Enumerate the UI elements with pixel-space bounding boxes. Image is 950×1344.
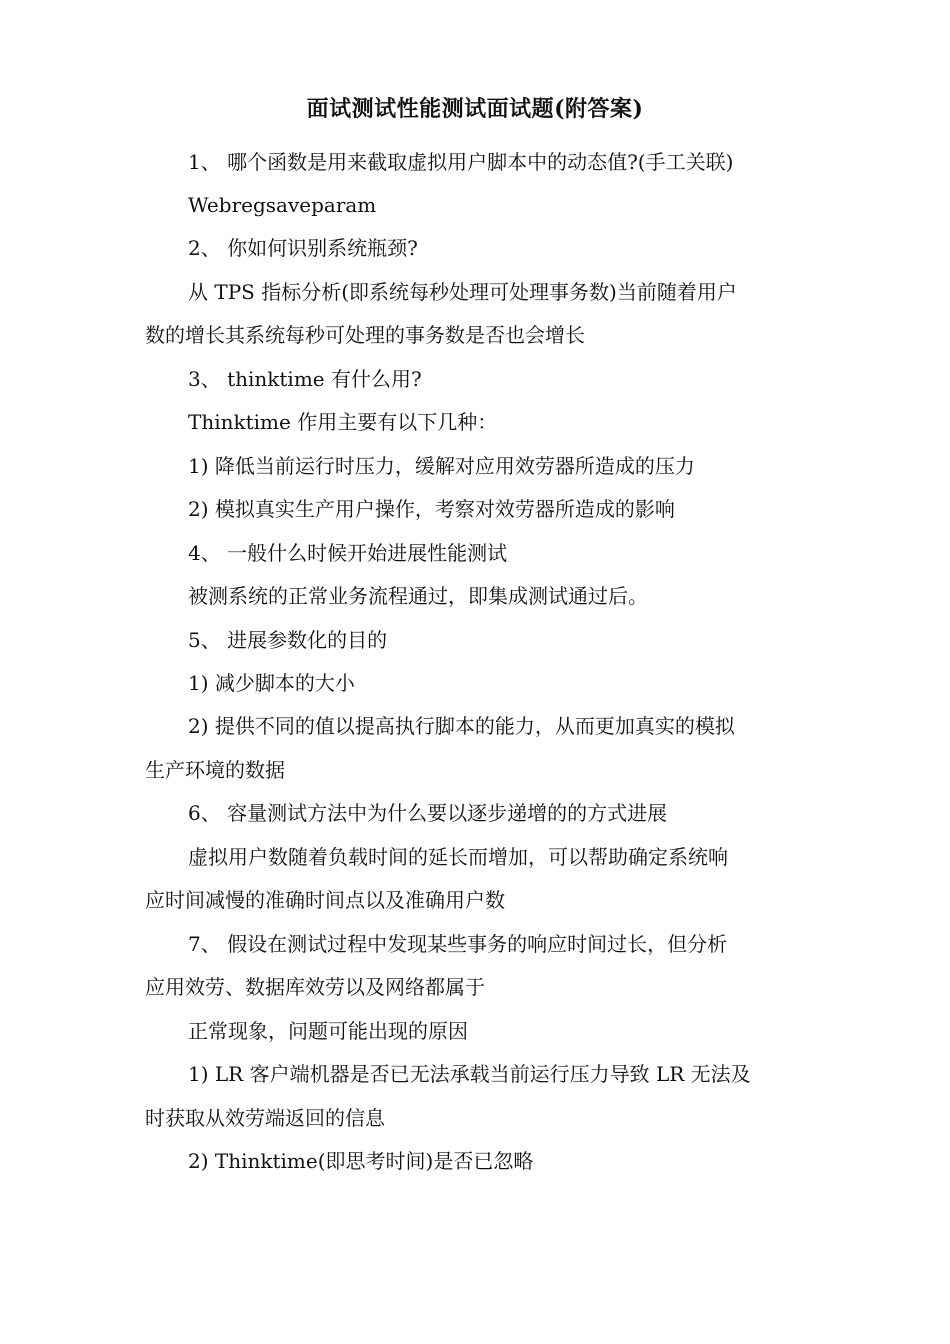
- answer-7-item-1-line-2: 时获取从效劳端返回的信息: [145, 1106, 385, 1130]
- answer-5-item-1: 1) 减少脚本的大小: [188, 671, 355, 695]
- question-5: 5、 进展参数化的目的: [188, 628, 388, 652]
- answer-3-item-1: 1) 降低当前运行时压力，缓解对应用效劳器所造成的压力: [188, 454, 695, 478]
- question-7-line-2: 应用效劳、数据库效劳以及网络都属于: [145, 975, 485, 999]
- answer-5-item-2-line-1: 2) 提供不同的值以提高执行脚本的能力，从而更加真实的模拟: [188, 714, 735, 738]
- answer-3-intro: Thinktime 作用主要有以下几种：: [188, 410, 498, 434]
- question-7-line-1: 7、 假设在测试过程中发现某些事务的响应时间过长，但分析: [188, 932, 728, 956]
- answer-2-line-1: 从 TPS 指标分析(即系统每秒处理可处理事务数)当前随着用户: [188, 280, 737, 304]
- answer-4: 被测系统的正常业务流程通过，即集成测试通过后。: [188, 584, 648, 608]
- question-1: 1、 哪个函数是用来截取虚拟用户脚本中的动态值?(手工关联): [188, 150, 734, 174]
- answer-1: Webregsaveparam: [188, 193, 377, 217]
- question-6: 6、 容量测试方法中为什么要以逐步递增的的方式进展: [188, 801, 668, 825]
- answer-6-line-2: 应时间减慢的准确时间点以及准确用户数: [145, 888, 505, 912]
- question-3: 3、 thinktime 有什么用?: [188, 367, 422, 391]
- answer-6-line-1: 虚拟用户数随着负载时间的延长而增加，可以帮助确定系统响: [188, 845, 728, 869]
- answer-7-item-2: 2) Thinktime(即思考时间)是否已忽略: [188, 1149, 534, 1173]
- answer-5-item-2-line-2: 生产环境的数据: [145, 758, 285, 782]
- question-4: 4、 一般什么时候开始进展性能测试: [188, 541, 508, 565]
- answer-2-line-2: 数的增长其系统每秒可处理的事务数是否也会增长: [145, 323, 585, 347]
- answer-3-item-2: 2) 模拟真实生产用户操作，考察对效劳器所造成的影响: [188, 497, 675, 521]
- answer-7-item-1-line-1: 1) LR 客户端机器是否已无法承载当前运行压力导致 LR 无法及: [188, 1062, 751, 1086]
- document-title: 面试测试性能测试面试题(附答案): [306, 96, 644, 122]
- question-2: 2、 你如何识别系统瓶颈?: [188, 236, 418, 260]
- question-7-line-3: 正常现象，问题可能出现的原因: [188, 1019, 468, 1043]
